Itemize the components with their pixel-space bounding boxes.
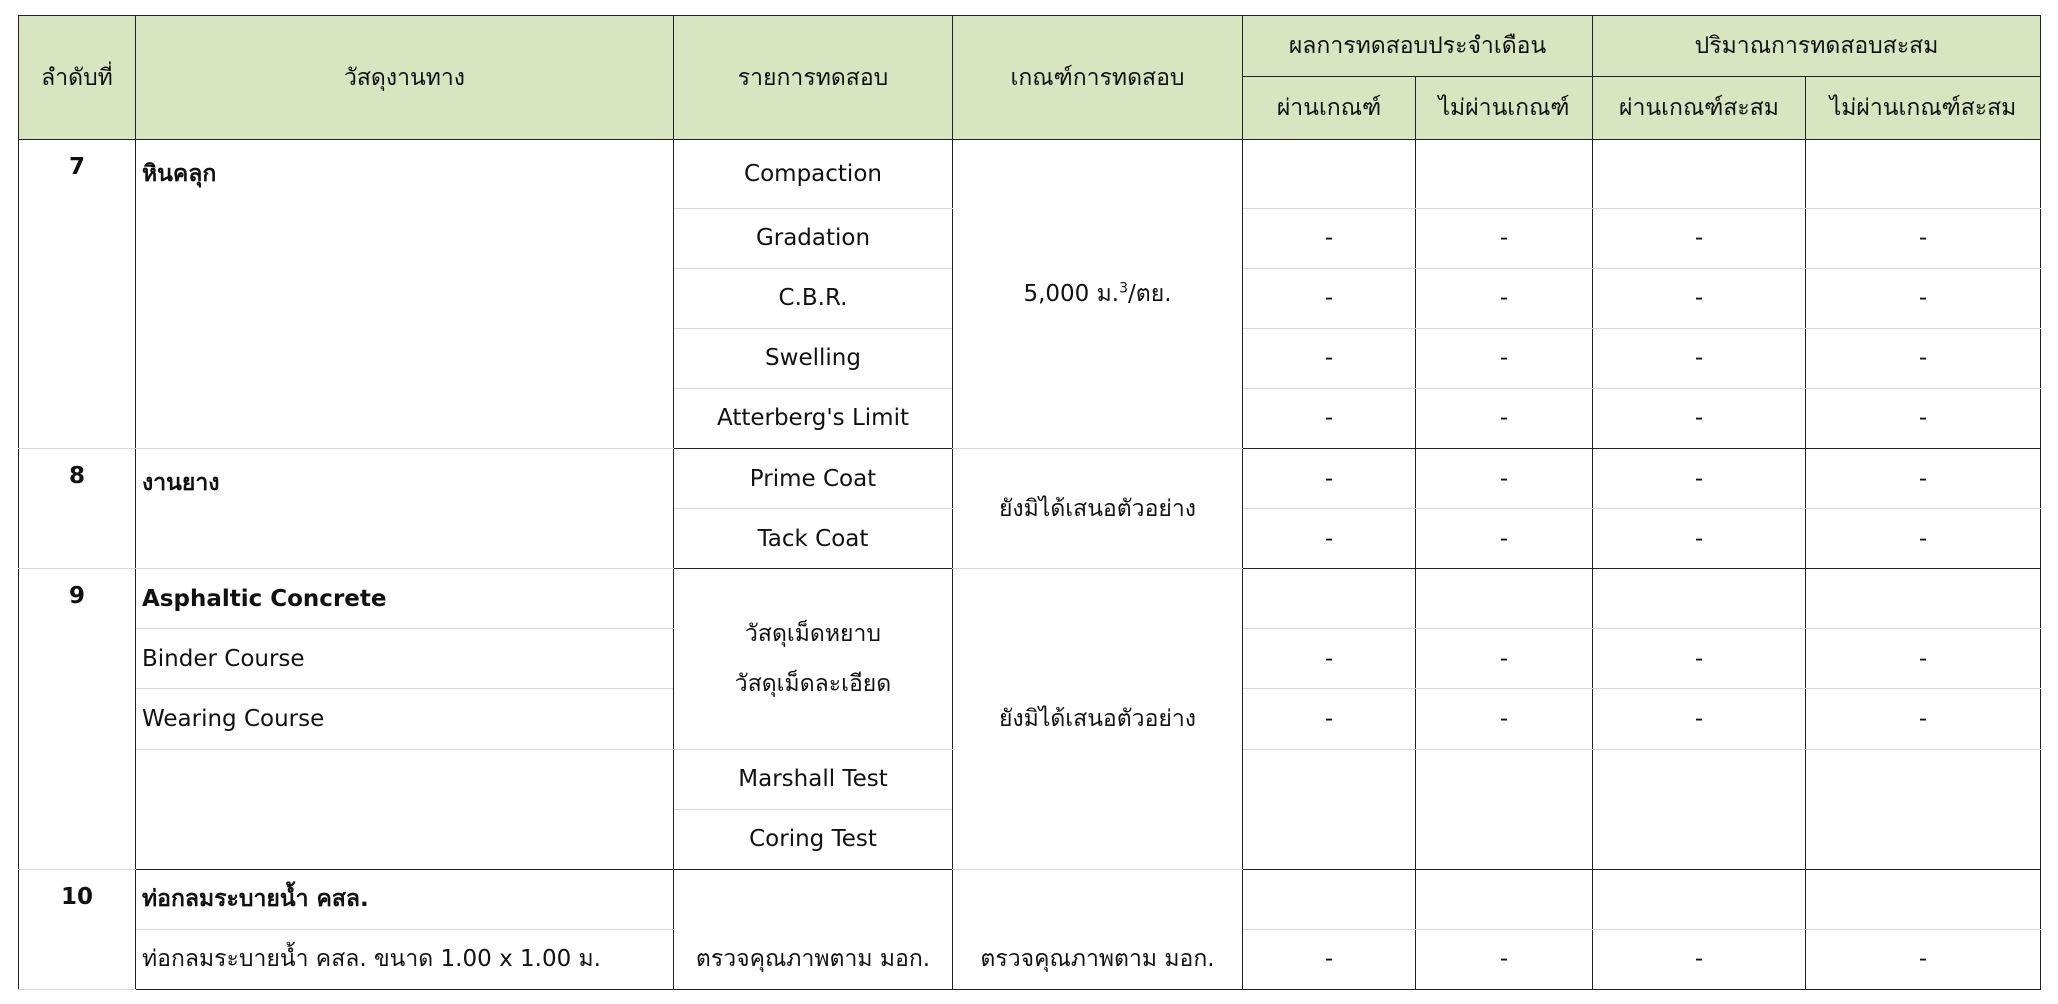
monthly-pass-cell	[1243, 869, 1416, 929]
cum-fail-cell: -	[1806, 689, 2041, 749]
test-item: C.B.R.	[674, 268, 953, 328]
cum-pass-cell: -	[1593, 929, 1806, 989]
monthly-pass-cell	[1243, 569, 1416, 629]
material-name: ท่อกลมระบายน้ำ คสล. ขนาด 1.00 x 1.00 ม.	[136, 929, 674, 989]
monthly-fail-cell: -	[1416, 509, 1593, 569]
header-no: ลำดับที่	[19, 16, 136, 140]
cum-fail-cell	[1806, 569, 2041, 629]
monthly-fail-cell: -	[1416, 388, 1593, 448]
table-header	[19, 16, 2041, 140]
cum-fail-cell: -	[1806, 929, 2041, 989]
cum-fail-cell: -	[1806, 629, 2041, 689]
test-item: ตรวจคุณภาพตาม มอก.	[674, 929, 953, 989]
material-test-table	[18, 15, 2041, 990]
header-monthly-pass: ผ่านเกณฑ์	[1243, 77, 1416, 140]
row-number: 8	[19, 448, 136, 568]
cum-pass-cell	[1593, 569, 1806, 629]
test-item: Coring Test	[674, 809, 953, 869]
material-name: Binder Course	[136, 629, 674, 689]
material-name: Wearing Course	[136, 689, 674, 749]
monthly-pass-cell: -	[1243, 929, 1416, 989]
cum-fail-cell: -	[1806, 448, 2041, 508]
monthly-fail-cell	[1416, 140, 1593, 209]
test-item: Tack Coat	[674, 509, 953, 569]
cum-fail-cell: -	[1806, 509, 2041, 569]
test-item: Gradation	[674, 208, 953, 268]
material-empty	[136, 749, 674, 809]
test-item: วัสดุเม็ดหยาบ	[744, 620, 881, 647]
header-test-item: รายการทดสอบ	[674, 16, 953, 140]
monthly-pass-cell: -	[1243, 448, 1416, 508]
cum-fail-cell: -	[1806, 268, 2041, 328]
monthly-fail-cell: -	[1416, 689, 1593, 749]
cum-fail-cell: -	[1806, 328, 2041, 388]
cum-pass-cell: -	[1593, 328, 1806, 388]
cum-fail-cell: -	[1806, 388, 2041, 448]
header-cum-fail: ไม่ผ่านเกณฑ์สะสม	[1806, 77, 2041, 140]
table-row	[19, 448, 2041, 508]
material-empty	[136, 809, 674, 869]
header-cum-pass: ผ่านเกณฑ์สะสม	[1593, 77, 1806, 140]
cum-pass-cell	[1593, 749, 1806, 809]
monthly-fail-cell: -	[1416, 328, 1593, 388]
cum-pass-cell: -	[1593, 268, 1806, 328]
table-row	[19, 140, 2041, 209]
row-number: 7	[19, 140, 136, 449]
cum-pass-cell: -	[1593, 388, 1806, 448]
monthly-fail-cell	[1416, 569, 1593, 629]
monthly-pass-cell	[1243, 140, 1416, 209]
monthly-fail-cell	[1416, 749, 1593, 809]
header-material: วัสดุงานทาง	[136, 16, 674, 140]
test-item-stack	[674, 569, 953, 749]
header-monthly: ผลการทดสอบประจำเดือน	[1243, 16, 1593, 77]
monthly-pass-cell: -	[1243, 689, 1416, 749]
criteria-superscript: 3	[1119, 280, 1129, 297]
criteria-unit: /ตย.	[1128, 280, 1172, 307]
material-name: งานยาง	[136, 448, 674, 568]
cum-pass-cell: -	[1593, 208, 1806, 268]
table-row	[19, 869, 2041, 929]
monthly-fail-cell: -	[1416, 268, 1593, 328]
header-cumulative: ปริมาณการทดสอบสะสม	[1593, 16, 2041, 77]
cum-fail-cell	[1806, 140, 2041, 209]
test-item: Marshall Test	[674, 749, 953, 809]
monthly-pass-cell	[1243, 809, 1416, 869]
test-item: Compaction	[674, 140, 953, 209]
monthly-fail-cell	[1416, 869, 1593, 929]
criteria-cell: ยังมิได้เสนอตัวอย่าง	[953, 569, 1243, 870]
table-row	[19, 569, 2041, 629]
cum-fail-cell	[1806, 809, 2041, 869]
cum-pass-cell	[1593, 140, 1806, 209]
test-item-empty	[674, 869, 953, 929]
test-item: Atterberg's Limit	[674, 388, 953, 448]
test-item: Swelling	[674, 328, 953, 388]
monthly-pass-cell: -	[1243, 208, 1416, 268]
monthly-fail-cell: -	[1416, 448, 1593, 508]
table-row	[19, 929, 2041, 989]
cum-pass-cell	[1593, 869, 1806, 929]
monthly-fail-cell	[1416, 809, 1593, 869]
monthly-pass-cell: -	[1243, 328, 1416, 388]
material-name: Asphaltic Concrete	[136, 569, 674, 629]
monthly-pass-cell: -	[1243, 629, 1416, 689]
monthly-pass-cell: -	[1243, 388, 1416, 448]
criteria-empty	[953, 869, 1243, 929]
cum-pass-cell: -	[1593, 629, 1806, 689]
row-number: 9	[19, 569, 136, 870]
test-item: Prime Coat	[674, 448, 953, 508]
cum-pass-cell: -	[1593, 448, 1806, 508]
cum-pass-cell	[1593, 809, 1806, 869]
criteria-text: 5,000 ม.	[1023, 280, 1120, 307]
cum-pass-cell: -	[1593, 509, 1806, 569]
monthly-pass-cell: -	[1243, 268, 1416, 328]
cum-fail-cell: -	[1806, 208, 2041, 268]
criteria-cell: ตรวจคุณภาพตาม มอก.	[953, 929, 1243, 989]
report-sheet	[18, 15, 2040, 990]
criteria-cell	[953, 140, 1243, 449]
cum-pass-cell: -	[1593, 689, 1806, 749]
row-number: 10	[19, 869, 136, 989]
monthly-pass-cell	[1243, 749, 1416, 809]
criteria-cell: ยังมิได้เสนอตัวอย่าง	[953, 448, 1243, 568]
monthly-fail-cell: -	[1416, 208, 1593, 268]
monthly-pass-cell: -	[1243, 509, 1416, 569]
monthly-fail-cell: -	[1416, 629, 1593, 689]
material-name: ท่อกลมระบายน้ำ คสล.	[136, 869, 674, 929]
header-monthly-fail: ไม่ผ่านเกณฑ์	[1416, 77, 1593, 140]
cum-fail-cell	[1806, 749, 2041, 809]
monthly-fail-cell: -	[1416, 929, 1593, 989]
header-criteria: เกณฑ์การทดสอบ	[953, 16, 1243, 140]
material-name: หินคลุก	[136, 140, 674, 449]
cum-fail-cell	[1806, 869, 2041, 929]
test-item: วัสดุเม็ดละเอียด	[734, 670, 892, 697]
